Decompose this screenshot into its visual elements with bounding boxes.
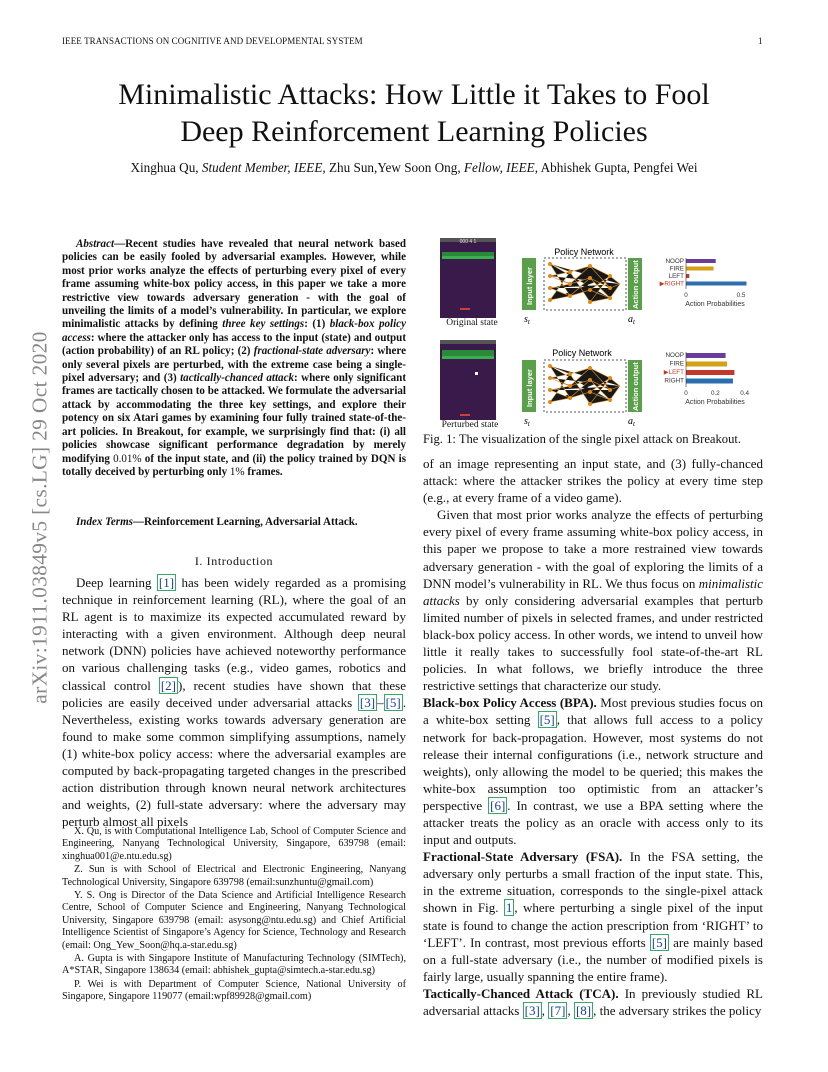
footnote: P. Wei is with Department of Computer Science, National University of Singapore, Singapore 119077 (email:wpf89928@gmail.com) <box>62 978 406 1003</box>
footnote: A. Gupta is with Singapore Institute of Manufacturing Technology (SIMTech), A*STAR, Singapore 138634 (email: abhishek_gupta@simtech.a-star.edu.sg) <box>62 953 406 977</box>
category-label: FIRE <box>669 360 684 368</box>
policy-network-label: Policy Network <box>552 348 612 358</box>
action-symbol: $a_t$ <box>628 314 635 326</box>
bar-right <box>686 282 747 286</box>
action-symbol: $a_t$ <box>628 416 635 428</box>
citation-link[interactable]: [5] <box>385 694 401 710</box>
tick-label: 0.4 <box>740 390 750 397</box>
citation-link[interactable]: [5] <box>651 934 667 950</box>
category-label: ▶LEFT <box>663 369 684 376</box>
tick-label: 0.5 <box>736 292 746 299</box>
tick-label: 0 <box>684 292 688 299</box>
figure-1 <box>420 232 770 432</box>
policy-network-label: Policy Network <box>554 247 614 257</box>
footnote: Y. S. Ong is Director of the Data Science and Artificial Intelligence Research Centre, School of Computer Science and Engineering, Nanyang Technological University, Singapore 639798 (email: asysong@ntu.edu.sg) and Chief Artificial Intelligence Scientist of Singapore’s Agency for Science, Technology and Research (email: Ong_Yew_Soon@hq.a-star.edu.sg) <box>62 890 406 951</box>
x-axis-label: Action Probabilities <box>685 399 745 406</box>
citation-link[interactable]: [3] <box>359 694 376 710</box>
author-list: Xinghua Qu, Student Member, IEEE, Zhu Sun,Yew Soon Ong, Fellow, IEEE, Abhishek Gupta, Pengfei Wei <box>130 160 698 175</box>
index-terms: Index Terms—Reinforcement Learning, Adversarial Attack. <box>76 516 358 528</box>
paper-title-line2: Deep Reinforcement Learning Policies <box>180 115 648 148</box>
original-state-frame <box>440 238 496 318</box>
figure-caption: Fig. 1: The visualization of the single pixel attack on Breakout. <box>423 432 742 446</box>
page-number: 1 <box>758 36 763 46</box>
running-header: IEEE TRANSACTIONS ON COGNITIVE AND DEVELOPMENTAL SYSTEM <box>62 36 363 46</box>
citation-link[interactable]: [6] <box>490 797 506 813</box>
footnote: Z. Sun is with School of Electrical and Electronic Engineering, Nanyang Technological University, Singapore 639798 (email:sunzhuntu@gmail.com) <box>62 864 406 888</box>
paragraph-tca: Tactically-Chanced Attack (TCA). In previously studied RL adversarial attacks [3] , [7] , [8] , the adversary strikes the policy <box>423 985 763 1018</box>
action-probability-chart-perturbed <box>664 352 750 406</box>
x-axis-label: Action Probabilities <box>685 301 745 308</box>
input-layer-label: Input layer <box>525 267 534 305</box>
paragraph: of an image representing an input state, and (3) fully-chanced attack: where the attacker strikes the policy at every time step (e.g., at every frame of a video game). <box>423 456 763 506</box>
state-symbol: $s_t$ <box>524 416 530 428</box>
action-probability-chart-original <box>660 258 747 308</box>
abstract: Abstract—Recent studies have revealed that neural network based policies can be easily fooled by adversarial examples. However, while most prior works analyze the effects of perturbing every pixel of every frame assuming white-box policy access, in this paper we take a more restrictive view towards adversary generation - with the goal of unveiling the limits of a model’s vulnerability. In particular, we explore minimalistic attacks by defining three key settings: (1) black-box policy access: where the attacker only has access to the input (state) and output (action probability) of an RL policy; (2) fractional-state adversary: where only several pixels are perturbed, with the extreme case being a single-pixel adversary; and (3) tactically-chanced attack: where only significant frames are tactically chosen to be attacked. We formulate the adversarial attack by accommodating the three key settings, and explore their potency on six Atari games by examining four fully trained state-of-the-art policies. In Breakout, for example, we surprisingly find that: (i) all policies showcase significant performance degradation by merely modifying 0.01% of the input state, and (ii) the policy trained by DQN is totally deceived by perturbing only 1% frames. <box>62 238 407 478</box>
category-label: FIRE <box>669 265 684 273</box>
category-label: LEFT <box>668 273 684 280</box>
bar-noop <box>686 259 716 263</box>
bar-fire <box>686 362 727 367</box>
citation-link[interactable]: [3] <box>524 1003 540 1018</box>
category-label: RIGHT <box>664 377 684 385</box>
paragraph-bpa: Black-box Policy Access (BPA). Most previous studies focus on a white-box setting [5] , that allows full access to a policy network for back-propagation. However, most systems do not release their internal configurations (i.e., network structure and weights), only allowing the model to be queried; this makes the white-box assumption too optimistic from an attacker’s perspective [6] . In contrast, we use a BPA setting where the attacker treats the policy as an oracle with access only to its input and outputs. <box>423 695 764 848</box>
arxiv-stamp: arXiv:1911.03849v5 [cs.LG] 29 Oct 2020 <box>27 331 52 704</box>
figure-reference-link[interactable]: 1 <box>505 900 513 916</box>
state-symbol: $s_t$ <box>524 314 530 326</box>
paper-title-line1: Minimalistic Attacks: How Little it Takes to Fool <box>118 78 710 111</box>
paragraph-fsa: Fractional-State Adversary (FSA). In the FSA setting, the adversary only perturbs a small fraction of the input state. This, in the extreme situation, corresponds to the single-pixel attack shown in Fig. 1 , where perturbing a single pixel of the input state is found to change the action prescription from ‘RIGHT’ to ‘LEFT’. In contrast, most previous efforts [5] are mainly based on a full-state adversary (i.e., the number of modified pixels is fairly large, usually spanning the entire frame). <box>423 849 763 984</box>
input-layer-label: Input layer <box>525 369 534 407</box>
citation-link[interactable]: [7] <box>550 1003 566 1018</box>
original-state-label: Original state <box>446 318 498 328</box>
paragraph: Given that most prior works analyze the effects of perturbing every pixel of every frame assuming white-box policy access, in this paper we propose to take a more restrained view towards adversary generation - with the goal of exploring the limits of a DNN model’s vulnerability in RL. We thus focus on minimalistic attacks by only considering adversarial examples that perturb limited number of pixels in selected frames, and under restricted black-box policy access. In other words, we intend to unveil how little it really takes to successfully fool state-of-the-art RL policies. In what follows, we briefly introduce the three restrictive settings that characterize our study. <box>423 507 763 694</box>
action-output-label: Action output <box>631 260 640 309</box>
perturbed-state-frame <box>440 340 496 420</box>
right-column-text <box>423 455 763 1019</box>
tick-label: 0.2 <box>710 390 720 397</box>
policy-network-top <box>522 247 642 326</box>
category-label: NOOP <box>665 258 684 265</box>
section-heading-introduction: I. Introduction <box>194 554 274 568</box>
bar-right <box>686 379 733 384</box>
bar-fire <box>686 267 714 271</box>
intro-paragraph: Deep learning [1] has been widely regarded as a promising technique in reinforcement learning (RL), where the goal of an RL agent is to maximize its expected accumulated reward by interacting with a given environment. Although deep neural network (DNN) policies have achieved noteworthy performance on various challenging tasks (e.g., video games, robotics and classical control [2] ), recent studies have shown that these policies are easily deceived under adversarial attacks [3] – [5] . Nevertheless, existing works towards adversary generation are found to make some common simplifying assumptions, namely (1) white-box policy access: where the adversarial examples are computed by back-propagating targeted changes in the prescribed action distribution through known neural network architectures and weights, (2) full-state adversary: where the adversary may perturb almost all pixels <box>62 575 407 830</box>
citation-link[interactable]: [1] <box>158 575 175 590</box>
policy-network-bottom <box>522 348 642 428</box>
perturbed-state-label: Perturbed state <box>441 420 499 430</box>
citation-link[interactable]: [2] <box>160 677 176 693</box>
bar-left <box>686 370 734 375</box>
category-label: ▶RIGHT <box>659 280 684 288</box>
category-label: NOOP <box>665 352 684 359</box>
tick-label: 0 <box>684 390 688 397</box>
citation-link[interactable]: [5] <box>539 712 555 728</box>
perturbed-pixel <box>475 372 478 375</box>
author-footnotes <box>62 826 406 1005</box>
action-output-label: Action output <box>631 362 640 411</box>
citation-link[interactable]: [8] <box>575 1003 592 1018</box>
figure-1-graphic <box>420 232 770 432</box>
bar-noop <box>686 353 726 358</box>
footnote: X. Qu, is with Computational Intelligence Lab, School of Computer Science and Engineering, Nanyang Technological University, Singapore, 639798 (email: xinghua001@e.ntu.edu.sg) <box>62 826 406 862</box>
bar-left <box>686 274 689 278</box>
score-readout: 000 4 1 <box>459 239 477 245</box>
